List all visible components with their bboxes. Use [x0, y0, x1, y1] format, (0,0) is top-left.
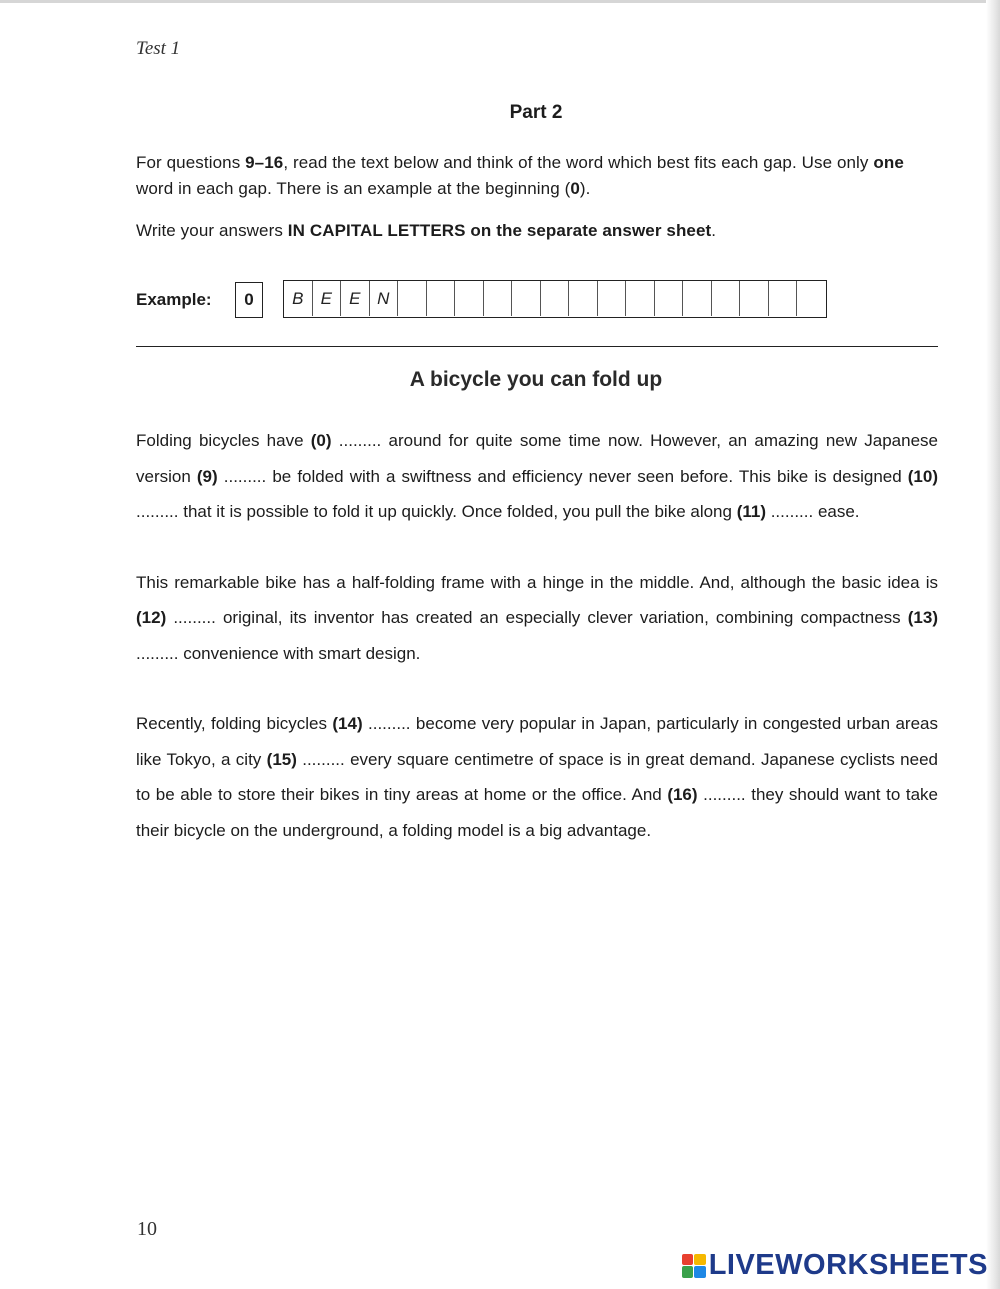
brand-name: LIVEWORKSHEETS: [708, 1249, 988, 1281]
text-segment: ......... convenience with smart design.: [136, 643, 421, 663]
divider-rule: [136, 346, 938, 347]
running-head: Test 1: [136, 38, 181, 59]
text-segment: ......... they should want to take their bicycle on the underground, a folding model is a big advantage.: [136, 785, 939, 840]
instructions-line-2: Write your answers IN CAPITAL LETTERS on the separate answer sheet.: [136, 221, 717, 240]
text-segment: ......... ease.: [765, 502, 860, 521]
example-letter-box: E: [341, 281, 370, 316]
text-paragraph: [136, 565, 938, 672]
example-letter-box: [712, 281, 741, 316]
page-number: 10: [137, 1218, 157, 1240]
instructions-line-1: For questions 9–16, read the text below and think of the word which best fits each gap. Use only one word in each gap. There is an example at the beginning (0).: [136, 153, 904, 198]
example-letter-box: [626, 281, 655, 316]
text-paragraph: [136, 423, 938, 530]
gap-number: (12): [136, 608, 167, 627]
example-letter-box: [797, 281, 826, 316]
gap-fill-text: [136, 423, 938, 883]
logo-tile: [682, 1254, 694, 1266]
example-letter-box: [427, 281, 456, 316]
gap-number: (14): [332, 714, 363, 733]
page-top-edge: [0, 0, 1000, 3]
gap-number: (16): [667, 785, 698, 804]
logo-tile: [694, 1254, 706, 1266]
text-segment: ......... be folded with a swiftness and efficiency never seen before. This bike is designed: [217, 466, 908, 486]
text-segment: ......... around for quite some time now. However, an amazing new Japanese version: [136, 431, 938, 486]
gap-number: (9): [196, 466, 218, 486]
example-letter-box: [740, 281, 769, 316]
example-row: [136, 280, 836, 320]
example-letter-box: [655, 281, 684, 316]
text-segment: ......... that it is possible to fold it up quickly. Once folded, you pull the bike along: [136, 502, 737, 521]
example-letter-box: [455, 281, 484, 316]
example-letter-box: [484, 281, 513, 316]
example-answer-boxes: [283, 280, 827, 318]
example-letter-box: [683, 281, 712, 316]
text-segment: Folding bicycles have: [136, 431, 311, 450]
gap-number: (15): [266, 749, 297, 769]
example-letter-box: [769, 281, 798, 316]
page-right-edge: [986, 0, 1000, 1289]
text-segment: This remarkable bike has a half-folding frame with a hinge in the middle. And, although the basic idea is: [136, 572, 938, 592]
example-letter-box: E: [313, 281, 342, 316]
example-letter-box: [541, 281, 570, 316]
liveworksheets-brand: [682, 1249, 988, 1282]
gap-number: (10): [907, 466, 938, 486]
instructions: [136, 150, 938, 260]
example-letter-box: [398, 281, 427, 316]
part-title: Part 2: [509, 102, 563, 123]
text-segment: Recently, folding bicycles: [136, 714, 333, 733]
gap-number: (11): [736, 502, 766, 521]
logo-tile: [682, 1266, 694, 1278]
logo-tile: [694, 1266, 706, 1278]
example-letter-box: [598, 281, 627, 316]
example-letter-box: [569, 281, 598, 316]
liveworksheets-logo-icon: [682, 1254, 706, 1278]
text-segment: ......... every square centimetre of space is in great demand. Japanese cyclists need to be able to store their bikes in tiny areas at home or the office. And: [136, 749, 938, 804]
example-letter-box: [512, 281, 541, 316]
text-segment: ......... original, its inventor has created an especially clever variation, combining compactness: [166, 608, 908, 627]
gap-number: (0): [310, 431, 332, 450]
example-letter-box: B: [284, 281, 313, 316]
example-number-box: 0: [235, 282, 263, 318]
example-label: Example:: [136, 290, 212, 309]
text-segment: ......... become very popular in Japan, particularly in congested urban areas like Tokyo, a city: [136, 714, 938, 769]
gap-number: (13): [907, 608, 938, 627]
text-paragraph: [136, 706, 938, 848]
example-letter-box: N: [370, 281, 399, 316]
text-title: A bicycle you can fold up: [409, 368, 663, 391]
